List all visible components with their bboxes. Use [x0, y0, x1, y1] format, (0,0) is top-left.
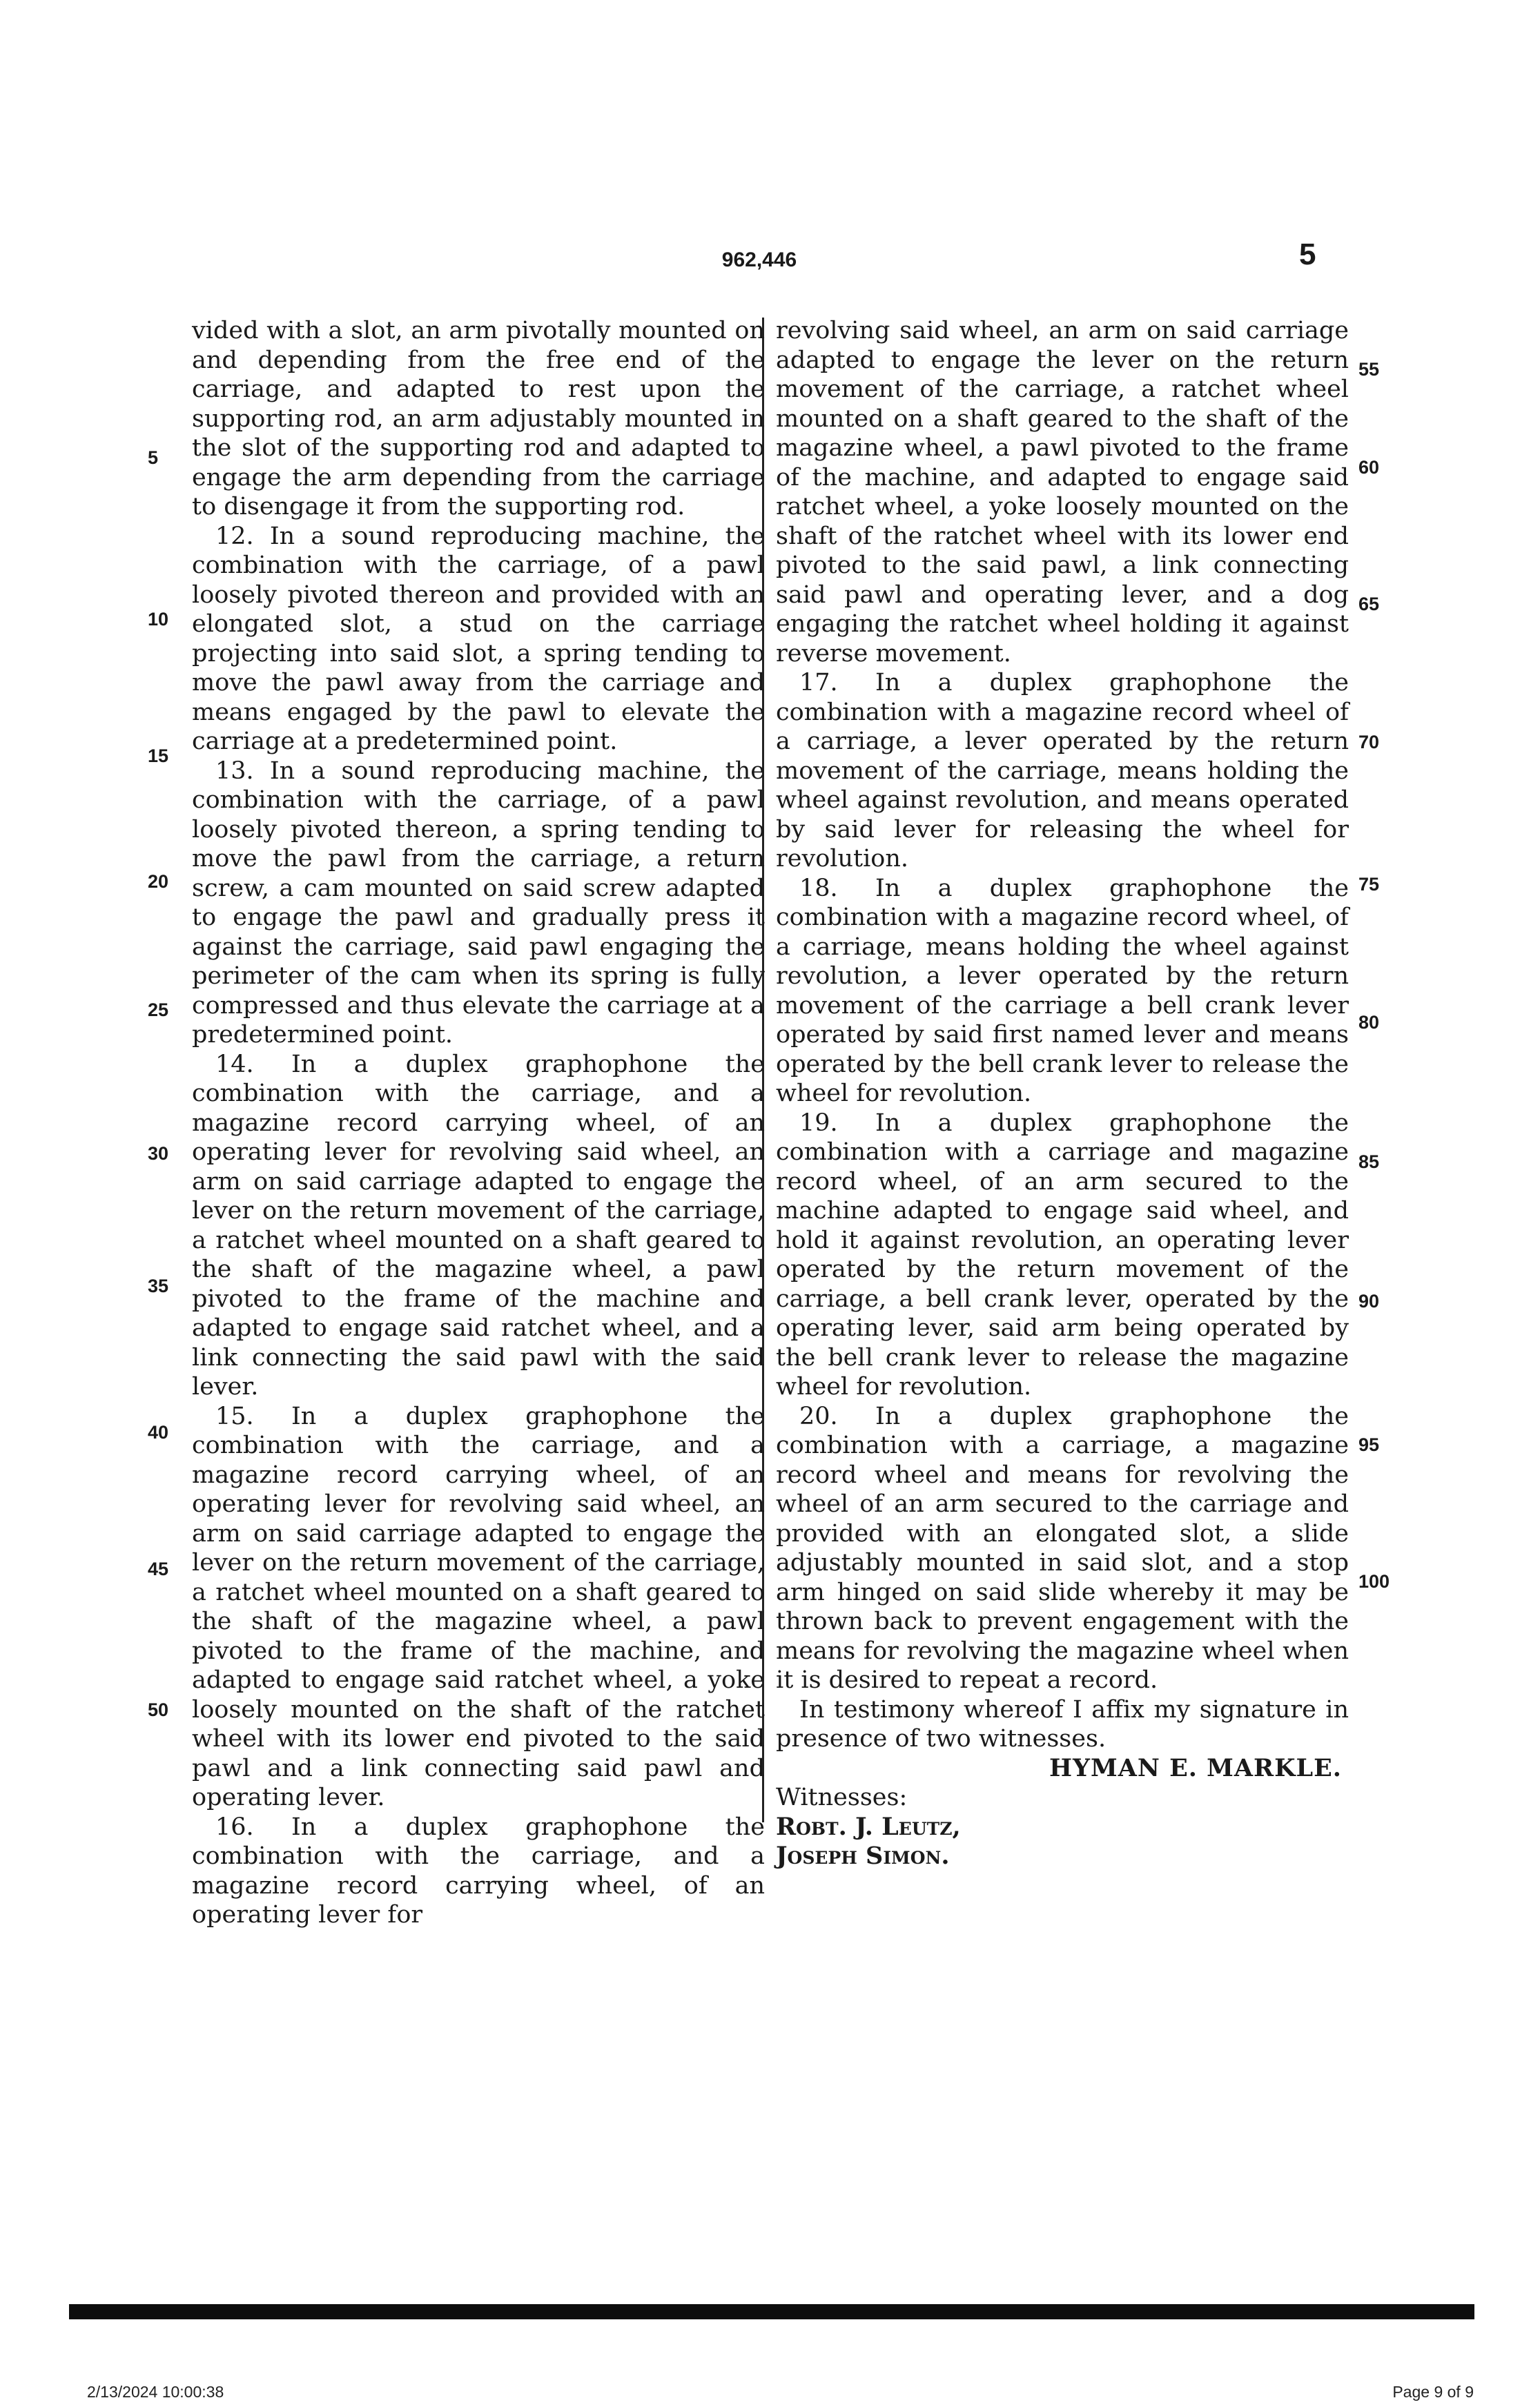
inventor-signature: HYMAN E. MARKLE.: [1049, 1753, 1342, 1782]
line-number: 55: [1358, 359, 1380, 380]
line-number: 85: [1358, 1151, 1380, 1172]
print-timestamp: 2/13/2024 10:00:38: [87, 2383, 224, 2401]
claim-13: 13. In a sound reproducing machine, the combination with the carriage, of a pawl loosely pivoted thereon, a spring tending to move the pawl from the carriage, a return screw, a cam mounted on said screw adapted to engage the pawl and gradually press it against the carriage, said pawl engaging the perimeter of the cam when its spring is fully compressed and thus elevate the carriage at a predetermined point.: [192, 757, 765, 1049]
line-number: 5: [148, 447, 159, 468]
testimony: In testimony whereof I affix my signature in presence of two witnesses.: [776, 1695, 1349, 1753]
right-column: [776, 316, 1349, 1871]
claim-12: 12. In a sound reproducing machine, the combination with the carriage, of a pawl loosely pivoted thereon and provided with an elongated slot, a stud on the carriage projecting into said slot, a spring tending to move the pawl away from the carriage and means engaged by the pawl to elevate the carriage at a predetermined point.: [192, 522, 765, 755]
line-number: 40: [148, 1422, 169, 1443]
left-column: [192, 316, 765, 1930]
line-number: 65: [1358, 594, 1380, 614]
line-number: 35: [148, 1276, 169, 1296]
scan-edge-bar: [69, 2304, 1474, 2319]
line-number: 15: [148, 746, 169, 766]
claim-continuation: revolving said wheel, an arm on said carriage adapted to engage the lever on the return movement of the carriage, a ratchet wheel mounted on a shaft geared to the shaft of the magazine wheel, a pawl pivoted to the frame of the machine, and adapted to engage said ratchet wheel, a yoke loosely mounted on the shaft of the ratchet wheel with its lower end pivoted to the said pawl, a link connecting said pawl and operating lever, and a dog engaging the ratchet wheel holding it against reverse movement.: [776, 317, 1349, 667]
line-number: 70: [1358, 732, 1380, 752]
line-number: 60: [1358, 457, 1380, 478]
witness-name: Joseph Simon.: [776, 1842, 950, 1870]
witnesses-label: Witnesses:: [776, 1784, 908, 1811]
claim-15: 15. In a duplex graphophone the combination with the carriage, and a magazine record carrying wheel, of an operating lever for revolving said wheel, an arm on said carriage adapted to engage the lever on the return movement of the carriage, a ratchet wheel mounted on a shaft geared to the shaft of the magazine wheel, a pawl pivoted to the frame of the machine, and adapted to engage said ratchet wheel, a yoke loosely mounted on the shaft of the ratchet wheel with its lower end pivoted to the said pawl and a link connecting said pawl and operating lever.: [192, 1402, 765, 1811]
line-number: 100: [1358, 1571, 1390, 1592]
claim-continuation: vided with a slot, an arm pivotally mounted on and depending from the free end of the carriage, and adapted to rest upon the supporting rod, an arm adjustably mounted in the slot of the supporting rod and adapted to engage the arm depending from the carriage to disengage it from the supporting rod.: [192, 317, 765, 520]
line-number: 45: [148, 1559, 169, 1579]
page-indicator: Page 9 of 9: [1392, 2383, 1474, 2401]
claim-16: 16. In a duplex graphophone the combination with the carriage, and a magazine record carrying wheel, of an operating lever for: [192, 1813, 765, 1929]
line-number: 10: [148, 609, 169, 630]
claim-14: 14. In a duplex graphophone the combination with the carriage, and a magazine record carrying wheel, of an operating lever for revolving said wheel, an arm on said carriage adapted to engage the lever on the return movement of the carriage, a ratchet wheel mounted on a shaft geared to the shaft of the magazine wheel, a pawl pivoted to the frame of the machine and adapted to engage said ratchet wheel, and a link connecting the said pawl with the said lever.: [192, 1050, 765, 1401]
line-number: 75: [1358, 874, 1380, 895]
patent-number: 962,446: [721, 249, 797, 271]
claim-20: 20. In a duplex graphophone the combination with a carriage, a magazine record wheel and means for revolving the wheel of an arm secured to the carriage and provided with an elongated slot, a slide adjustably mounted in said slot, and a stop arm hinged on said slide whereby it may be thrown back to prevent engagement with the means for revolving the magazine wheel when it is desired to repeat a record.: [776, 1402, 1349, 1694]
line-number: 90: [1358, 1291, 1380, 1312]
line-number: 25: [148, 1000, 169, 1020]
line-number: 20: [148, 871, 169, 892]
line-number: 50: [148, 1699, 169, 1720]
line-number: 80: [1358, 1012, 1380, 1033]
line-number: 30: [148, 1143, 169, 1164]
line-number: 95: [1358, 1434, 1380, 1455]
witness-name: Robt. J. Leutz,: [776, 1812, 961, 1841]
claim-18: 18. In a duplex graphophone the combination with a magazine record wheel, of a carriage, means holding the wheel against revolution, a lever operated by the return movement of the carriage a bell crank lever operated by said first named lever and means operated by the bell crank lever to release the wheel for revolution.: [776, 874, 1349, 1107]
page-number: 5: [1299, 237, 1316, 271]
claim-17: 17. In a duplex graphophone the combination with a magazine record wheel of a carriage, a lever operated by the return movement of the carriage, means holding the wheel against revolution, and means operated by said lever for releasing the wheel for revolution.: [776, 669, 1349, 873]
claim-19: 19. In a duplex graphophone the combination with a carriage and magazine record wheel, of an arm secured to the machine adapted to engage said wheel, and hold it against revolution, an operating lever operated by the return movement of the carriage, a bell crank lever, operated by the operating lever, said arm being operated by the bell crank lever to release the magazine wheel for revolution.: [776, 1109, 1349, 1401]
